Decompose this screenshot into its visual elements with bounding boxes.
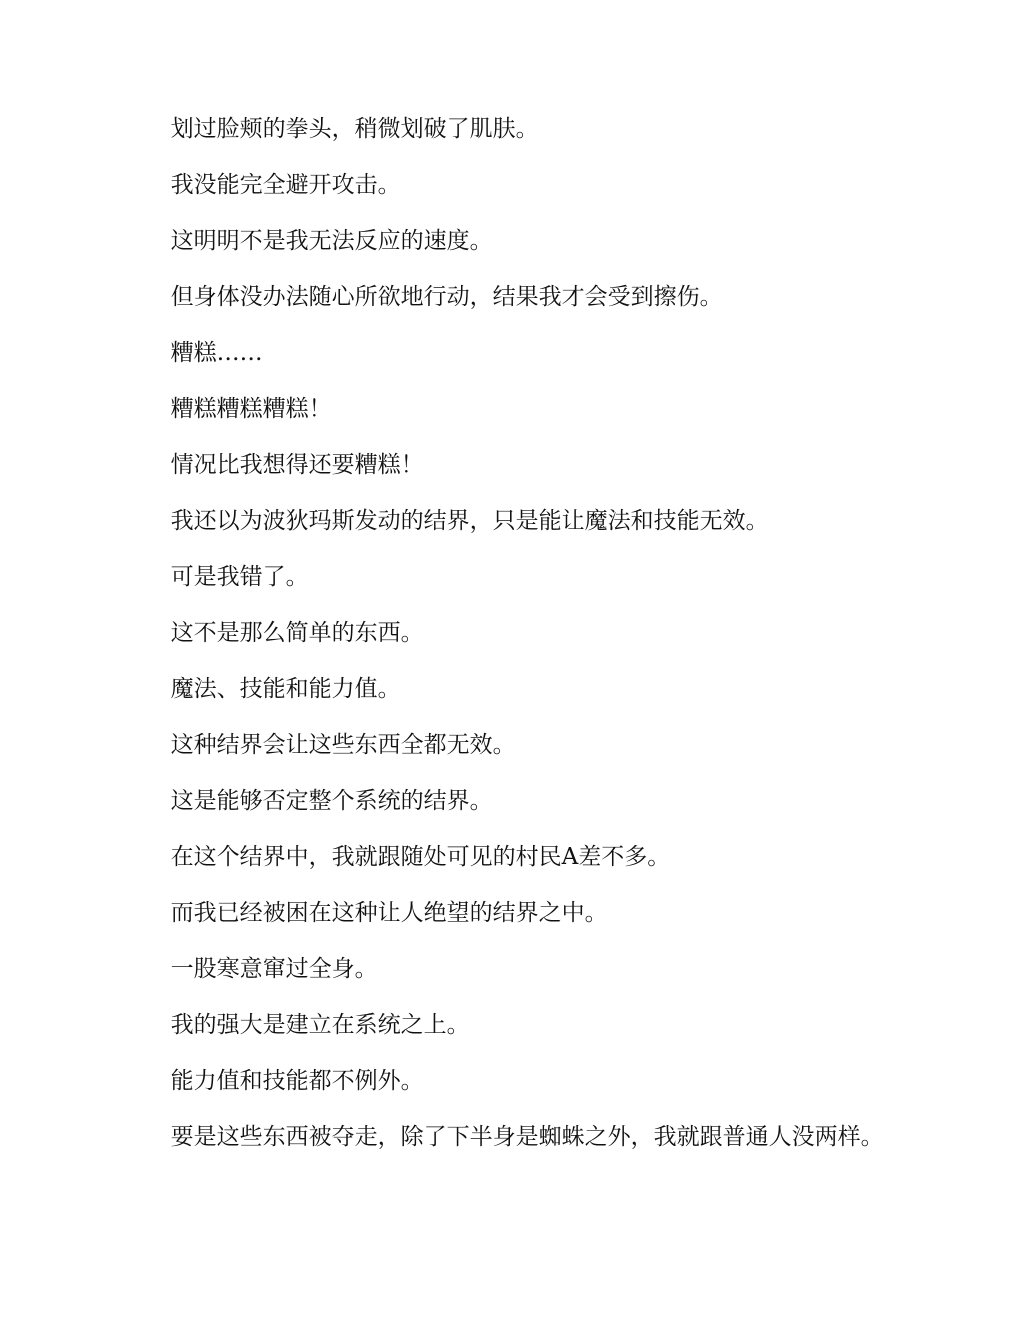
paragraph: 划过脸颊的拳头，稍微划破了肌肤。 <box>170 116 539 142</box>
paragraph: 我还以为波狄玛斯发动的结界，只是能让魔法和技能无效。 <box>170 508 769 534</box>
paragraph: 这种结界会让这些东西全都无效。 <box>170 732 516 758</box>
paragraph: 这不是那么简单的东西。 <box>170 620 424 646</box>
paragraph: 而我已经被困在这种让人绝望的结界之中。 <box>170 900 608 926</box>
body-text <box>120 115 900 1179</box>
paragraph: 糟糕糟糕糟糕！ <box>170 396 332 422</box>
paragraph: 糟糕…… <box>170 340 263 366</box>
paragraph: 我的强大是建立在系统之上。 <box>170 1012 470 1038</box>
paragraph: 我没能完全避开攻击。 <box>170 172 401 198</box>
paragraph: 魔法、技能和能力值。 <box>170 676 401 702</box>
paragraph: 但身体没办法随心所欲地行动，结果我才会受到擦伤。 <box>170 284 723 310</box>
paragraph: 能力值和技能都不例外。 <box>170 1068 424 1094</box>
paragraph: 一股寒意窜过全身。 <box>170 956 378 982</box>
paragraph: 这是能够否定整个系统的结界。 <box>170 788 493 814</box>
paragraph: 情况比我想得还要糟糕！ <box>170 452 424 478</box>
paragraph: 可是我错了。 <box>170 564 309 590</box>
paragraph: 要是这些东西被夺走，除了下半身是蜘蛛之外，我就跟普通人没两样。 <box>170 1124 884 1150</box>
paragraph: 在这个结界中，我就跟随处可见的村民A差不多。 <box>170 844 671 870</box>
paragraph: 这明明不是我无法反应的速度。 <box>170 228 493 254</box>
